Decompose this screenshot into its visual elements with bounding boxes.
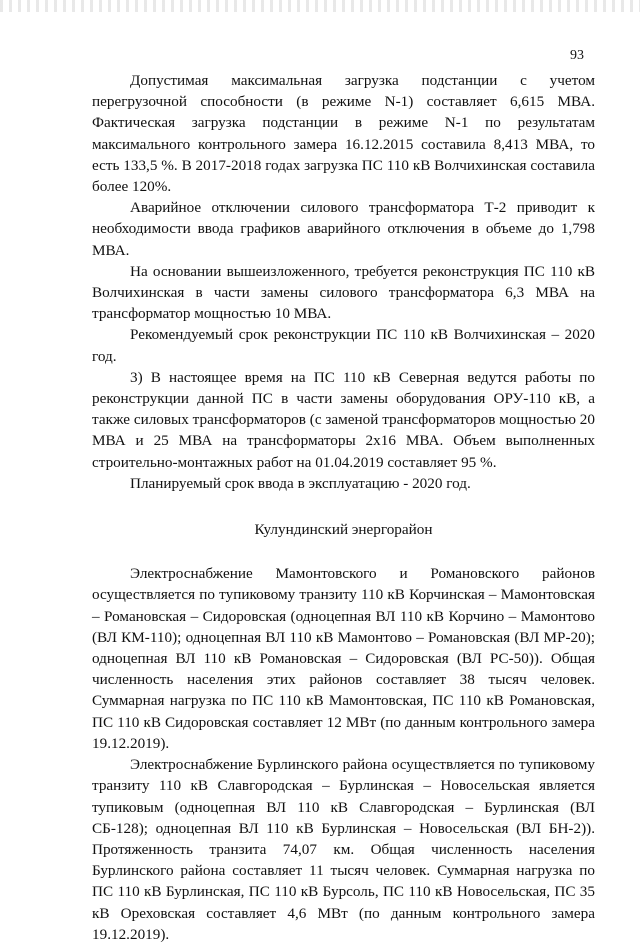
section-heading: Кулундинский энергорайон	[254, 521, 433, 539]
paragraph: Планируемый срок ввода в эксплуатацию - 2020 год.	[130, 474, 471, 492]
paragraph: Аварийное отключении силового трансформатора Т-2 приводит к необходимости ввода графиков аварийного отключения в объеме до 1,798 МВА.	[92, 199, 595, 259]
paragraph: Рекомендуемый срок реконструкции ПС 110 кВ Волчихинская – 2020 год.	[92, 326, 595, 365]
paragraph: 3) В настоящее время на ПС 110 кВ Северная ведутся работы по реконструкции данной ПС в части замены оборудования ОРУ-110 кВ, а также силовых трансформаторов (с заменой трансформаторов мощностью 20 МВА и 25 МВА на трансформаторы 2х16 МВА. Объем выполненных строительно-монтажных работ на 01.04.2019 составляет 95 %.	[92, 368, 595, 471]
scan-edge-artifact	[0, 0, 640, 12]
paragraph: Допустимая максимальная загрузка подстанции с учетом перегрузочной способности (в режиме N-1) составляет 6,615 МВА. Фактическая загрузка подстанции в режиме N-1 по результатам максимального контрольного замера 16.12.2015 составила 8,413 МВА, то есть 133,5 %. В 2017-2018 годах загрузка ПС 110 кВ Волчихинская составила более 120%.	[92, 72, 595, 196]
paragraph: Электроснабжение Мамонтовского и Романовского районов осуществляется по тупиковому транзиту 110 кВ Корчинская – Мамонтовская – Романовская – Сидоровская (одноцепная ВЛ 110 кВ Корчино – Мамонтово (ВЛ КМ-110); одноцепная ВЛ 110 кВ Мамонтово – Романовская (ВЛ МР-20); одноцепная ВЛ 110 кВ Романовская – Сидоровская (ВЛ РС-50)). Общая численность населения этих районов составляет 38 тысяч человек. Суммарная нагрузка по ПС 110 кВ Мамонтовская, ПС 110 кВ Романовская, ПС 110 кВ Сидоровская составляет 12 МВт (по данным контрольного замера 19.12.2019).	[92, 565, 595, 752]
page-number: 93	[570, 48, 584, 63]
paragraph: На основании вышеизложенного, требуется реконструкция ПС 110 кВ Волчихинская в части замены силового трансформатора 6,3 МВА на трансформатор мощностью 10 МВА.	[92, 262, 595, 323]
paragraph: Электроснабжение Бурлинского района осуществляется по тупиковому транзиту 110 кВ Славгородская – Бурлинская – Новосельская является тупиковым (одноцепная ВЛ 110 кВ Славгородская – Бурлинская (ВЛ СБ-128); одноцепная ВЛ 110 кВ Бурлинская – Новосельская (ВЛ БН-2)). Протяженность транзита 74,07 км. Общая численность населения Бурлинского района составляет 11 тысяч человек. Суммарная нагрузка по ПС 110 кВ Бурлинская, ПС 110 кВ Бурсоль, ПС 110 кВ Новосельская, ПС 35 кВ Ореховская составляет 4,6 МВт (по данным контрольного замера 19.12.2019).	[92, 756, 595, 943]
document-body	[92, 70, 595, 945]
